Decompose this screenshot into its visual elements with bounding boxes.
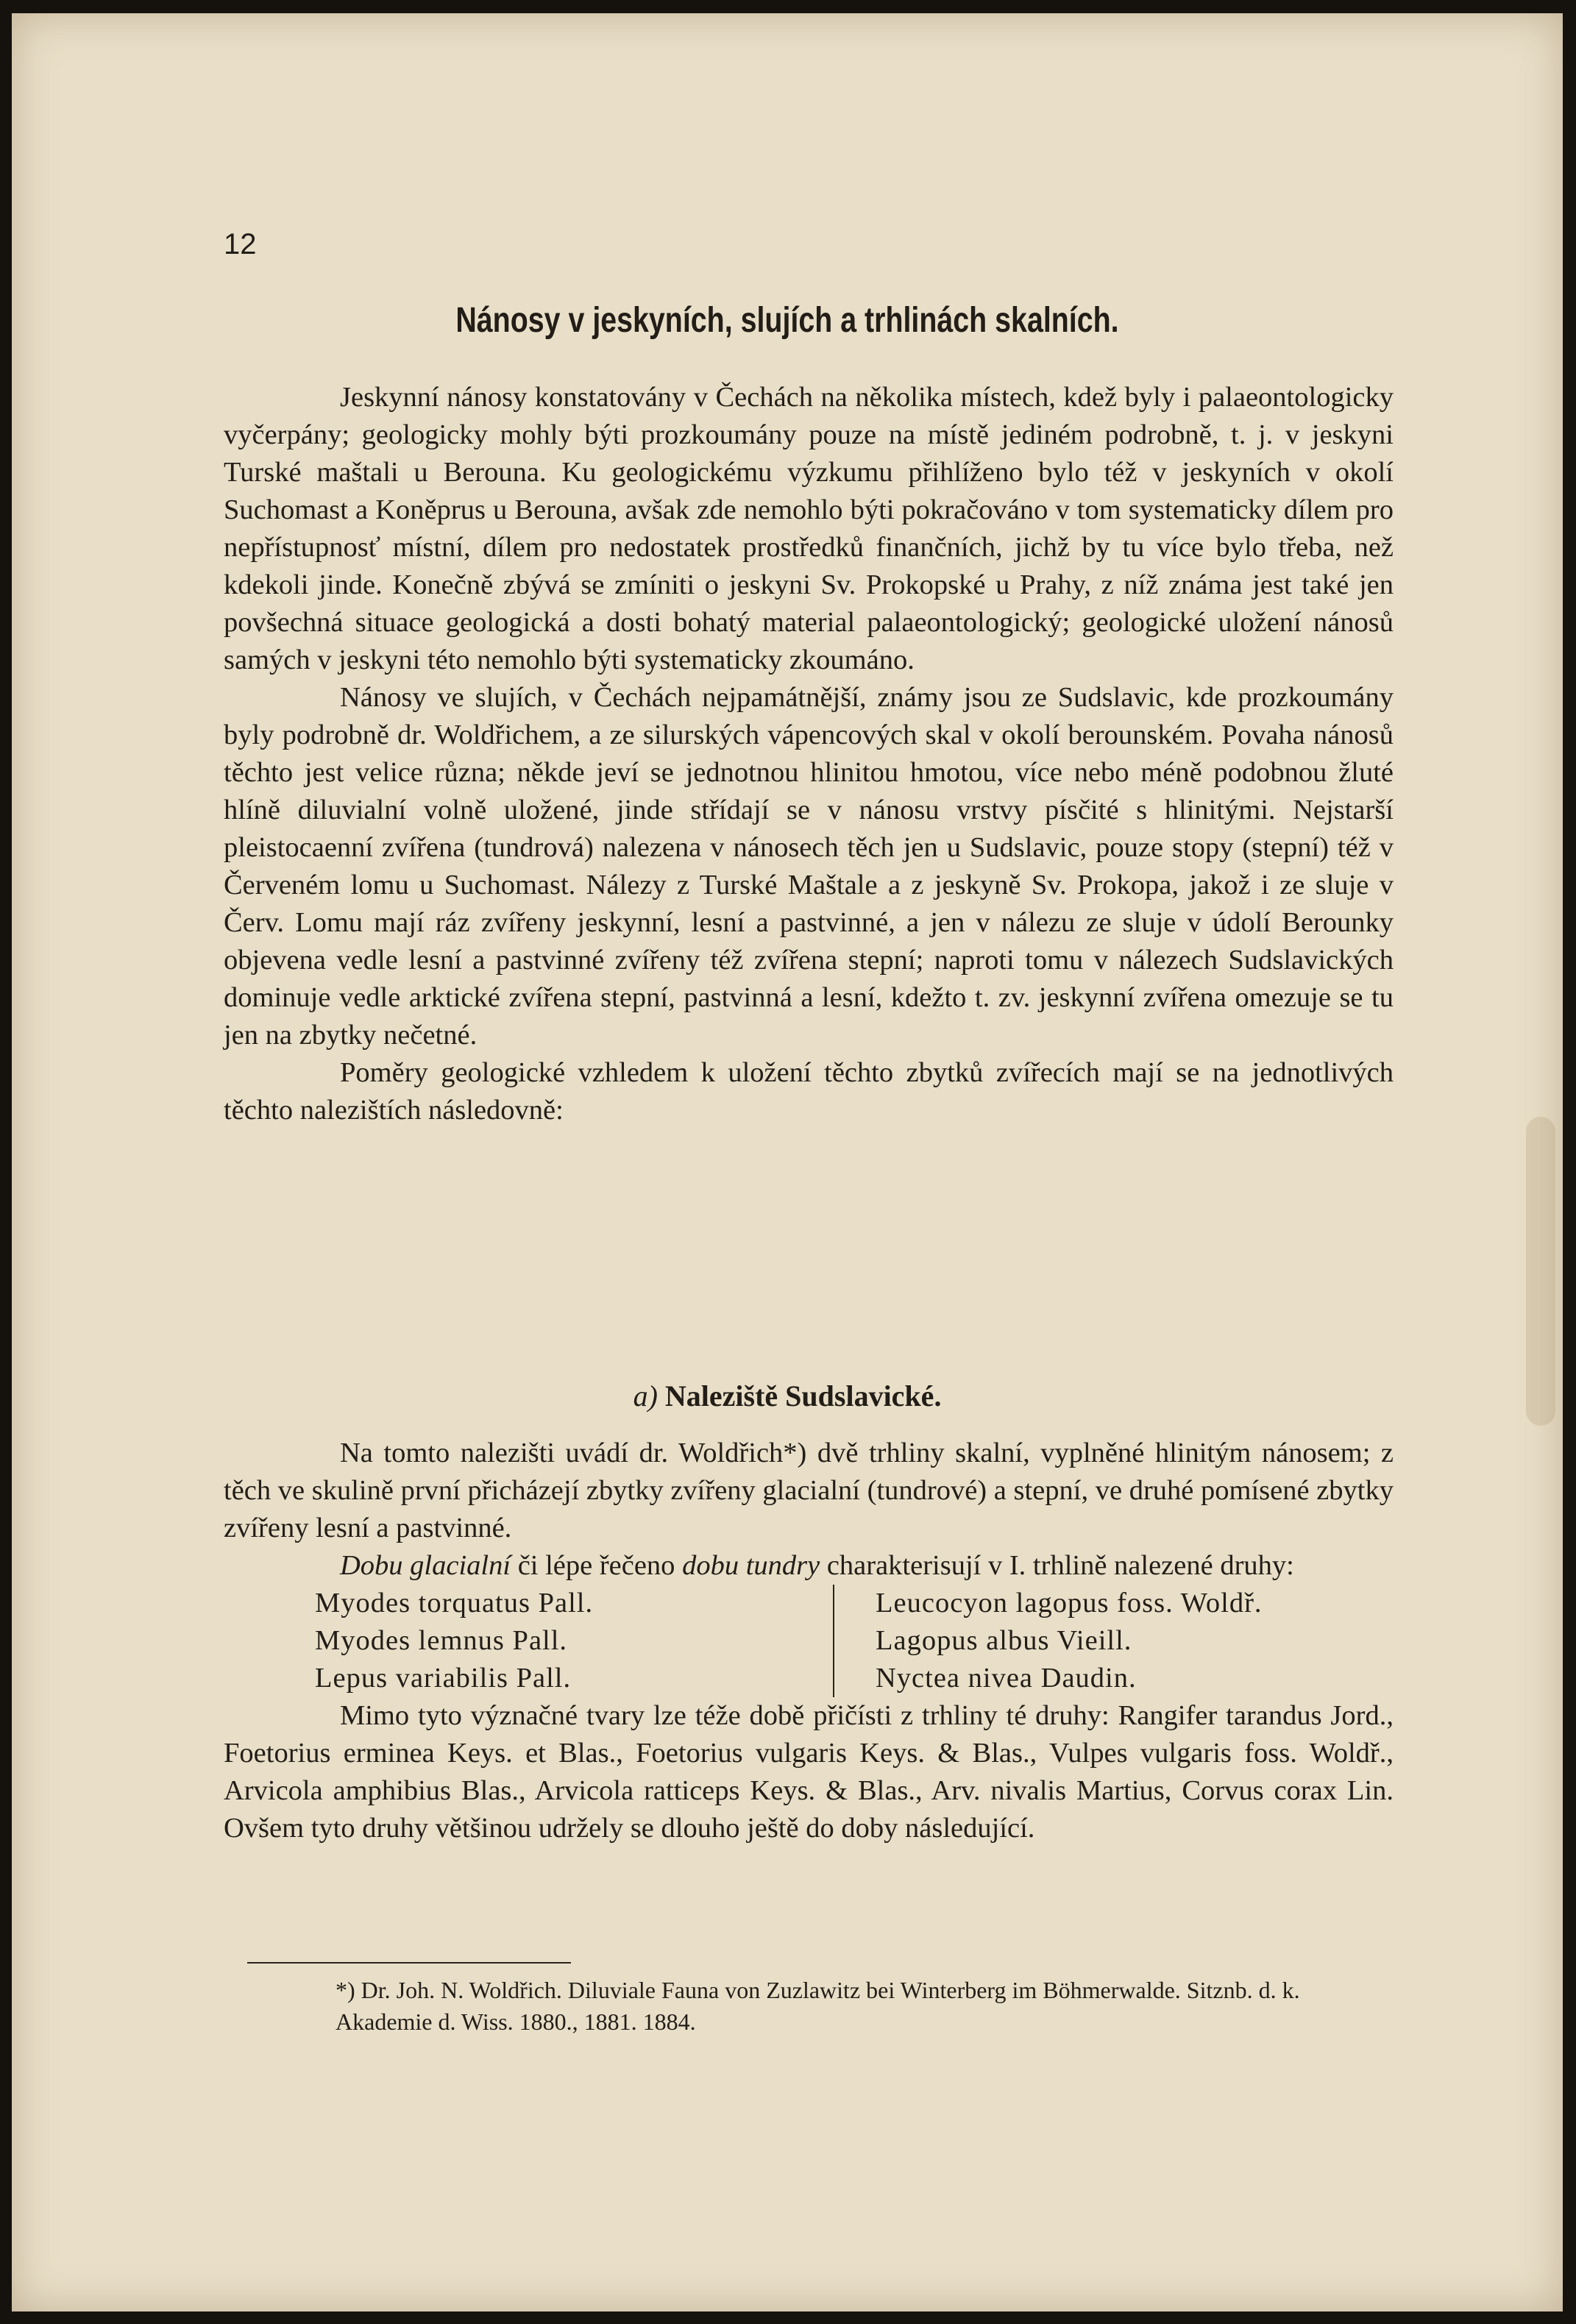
species-author: Daudin. bbox=[1033, 1663, 1137, 1694]
section-title: Nánosy v jeskyních, slujích a trhlinách skalních. bbox=[455, 301, 1119, 340]
glacial-text-1: či lépe řečeno bbox=[511, 1550, 683, 1581]
paragraph-glacial bbox=[224, 1547, 1394, 1585]
paragraph-other-species: Mimo tyto význačné tvary lze téže době přičísti z trhliny té druhy: Rangifer tarandus Jord., Foetorius erminea Keys. et Blas., Foetorius vulgaris Keys. & Blas., Vulpes vulgaris foss. Woldř., Arvicola amphibius Blas., Arvicola ratticeps Keys. & Blas., Arv. nivalis Martius, Corvus corax Lin. Ovšem tyto druhy většinou udržely se dlouho ještě do doby následující. bbox=[224, 1700, 1394, 1844]
species-column-left bbox=[224, 1585, 833, 1697]
book-page bbox=[12, 13, 1563, 2311]
paragraph-sudslavice: Na tomto nalezišti uvádí dr. Woldřich*) dvě trhliny skalní, vyplněné hlinitým nánosem; z těch ve skulině první přicházejí zbytky zvířeny glacialní (tundrové) a stepní, ve druhé pomísené zbytky zvířeny lesní a pastvinné. bbox=[224, 1438, 1394, 1543]
tundra-term: dobu tundry bbox=[682, 1550, 820, 1581]
glacial-text-2: charakterisují v I. trhlině nalezené druhy: bbox=[820, 1550, 1294, 1581]
paragraph-sinkholes: Nánosy ve slujích, v Čechách nejpamátnější, známy jsou ze Sudslavic, kde prozkoumány byly podrobně dr. Woldřichem, a ze silurských vápencových skal v okolí berounském. Povaha nánosů těchto jest velice různa; někde jeví se jednotnou hlinitou hmotou, více nebo méně podobnou žluté hlíně diluvialní volně uložené, jinde střídají se v nánosu vrstvy písčité s hlinitými. Nejstarší pleistocaenní zvířena (tundrová) nalezena v nánosech těch jen u Sudslavic, pouze stopy (stepní) též v Červeném lomu u Suchomast. Nálezy z Turské Maštale a z jeskyně Sv. Prokopa, jakož i ze sluje v Červ. Lomu mají ráz zvířeny jeskynní, lesní a pastvinné, a jen v nálezu ze sluje v údolí Berounky objevena vedle lesní a pastvinné zvířeny též zvířena stepní; naproti tomu v nálezech Sudslavických dominuje vedle arktické zvířena stepní, pastvinná a lesní, kdežto t. zv. jeskynní zvířena omezuje se tu jen na zbytky nečetné. bbox=[224, 682, 1394, 1051]
species-name: Lagopus albus bbox=[876, 1625, 1050, 1656]
footnote-divider bbox=[247, 1962, 571, 1964]
species-author: Vieill. bbox=[1049, 1625, 1132, 1656]
species-author: Pall. bbox=[530, 1588, 594, 1618]
main-text bbox=[224, 379, 1394, 1129]
species-item bbox=[876, 1622, 1394, 1660]
species-name: Myodes lemnus bbox=[315, 1625, 505, 1656]
species-name: Myodes torquatus bbox=[315, 1588, 530, 1618]
species-author: Pall. bbox=[508, 1663, 572, 1694]
species-name: Nyctea nivea bbox=[876, 1663, 1034, 1694]
subsection-heading bbox=[12, 1379, 1563, 1413]
paragraph-caves: Jeskynní nánosy konstatovány v Čechách na několika místech, kdež byly i palaeontologicky vyčerpány; geologicky mohly býti prozkoumány pouze na místě jediném podrobně, t. j. v jeskyni Turské maštali u Berouna. Ku geologickému výzkumu přihlíženo bylo též v jeskyních v okolí Suchomast a Koněprus u Berouna, avšak zde nemohlo býti pokračováno v tom systematicky dílem pro nepřístupnosť místní, dílem pro nedostatek prostředků finančních, jichž by tu více bylo třeba, než kdekoli jinde. Konečně zbývá se zmíniti o jeskyni Sv. Prokopské u Prahy, z níž známa jest také jen povšechná situace geologická a dosti bohatý material palaeontologický; geologické uložení nánosů samých v jeskyni této nemohlo býti systematicky zkoumáno. bbox=[224, 382, 1394, 675]
glacial-term: Dobu glacialní bbox=[340, 1550, 511, 1581]
subsection-title: Naleziště Sudslavické. bbox=[664, 1379, 942, 1412]
species-item bbox=[315, 1585, 833, 1622]
footnote: *) Dr. Joh. N. Woldřich. Diluviale Fauna von Zuzlawitz bei Winterberg im Böhmerwalde. Sitznb. d. k. Akademie d. Wiss. 1880., 1881. 1884. bbox=[336, 1977, 1300, 2035]
species-table bbox=[224, 1585, 1394, 1697]
subsection-label: a) bbox=[633, 1379, 658, 1412]
subsection-text bbox=[224, 1435, 1394, 1847]
species-name: Leucocyon lagopus bbox=[876, 1588, 1110, 1618]
paragraph-conditions: Poměry geologické vzhledem k uložení těchto zbytků zvířecích mají se na jednotlivých těchto nalezištích následovně: bbox=[224, 1057, 1394, 1126]
species-column-right bbox=[833, 1585, 1394, 1697]
species-author: Pall. bbox=[504, 1625, 568, 1656]
page-number: 12 bbox=[224, 228, 257, 260]
species-name: Lepus variabilis bbox=[315, 1663, 508, 1694]
species-item bbox=[315, 1622, 833, 1660]
species-author: foss. Woldř. bbox=[1109, 1588, 1263, 1618]
species-item bbox=[876, 1585, 1394, 1622]
species-item bbox=[876, 1660, 1394, 1697]
species-item bbox=[315, 1660, 833, 1697]
